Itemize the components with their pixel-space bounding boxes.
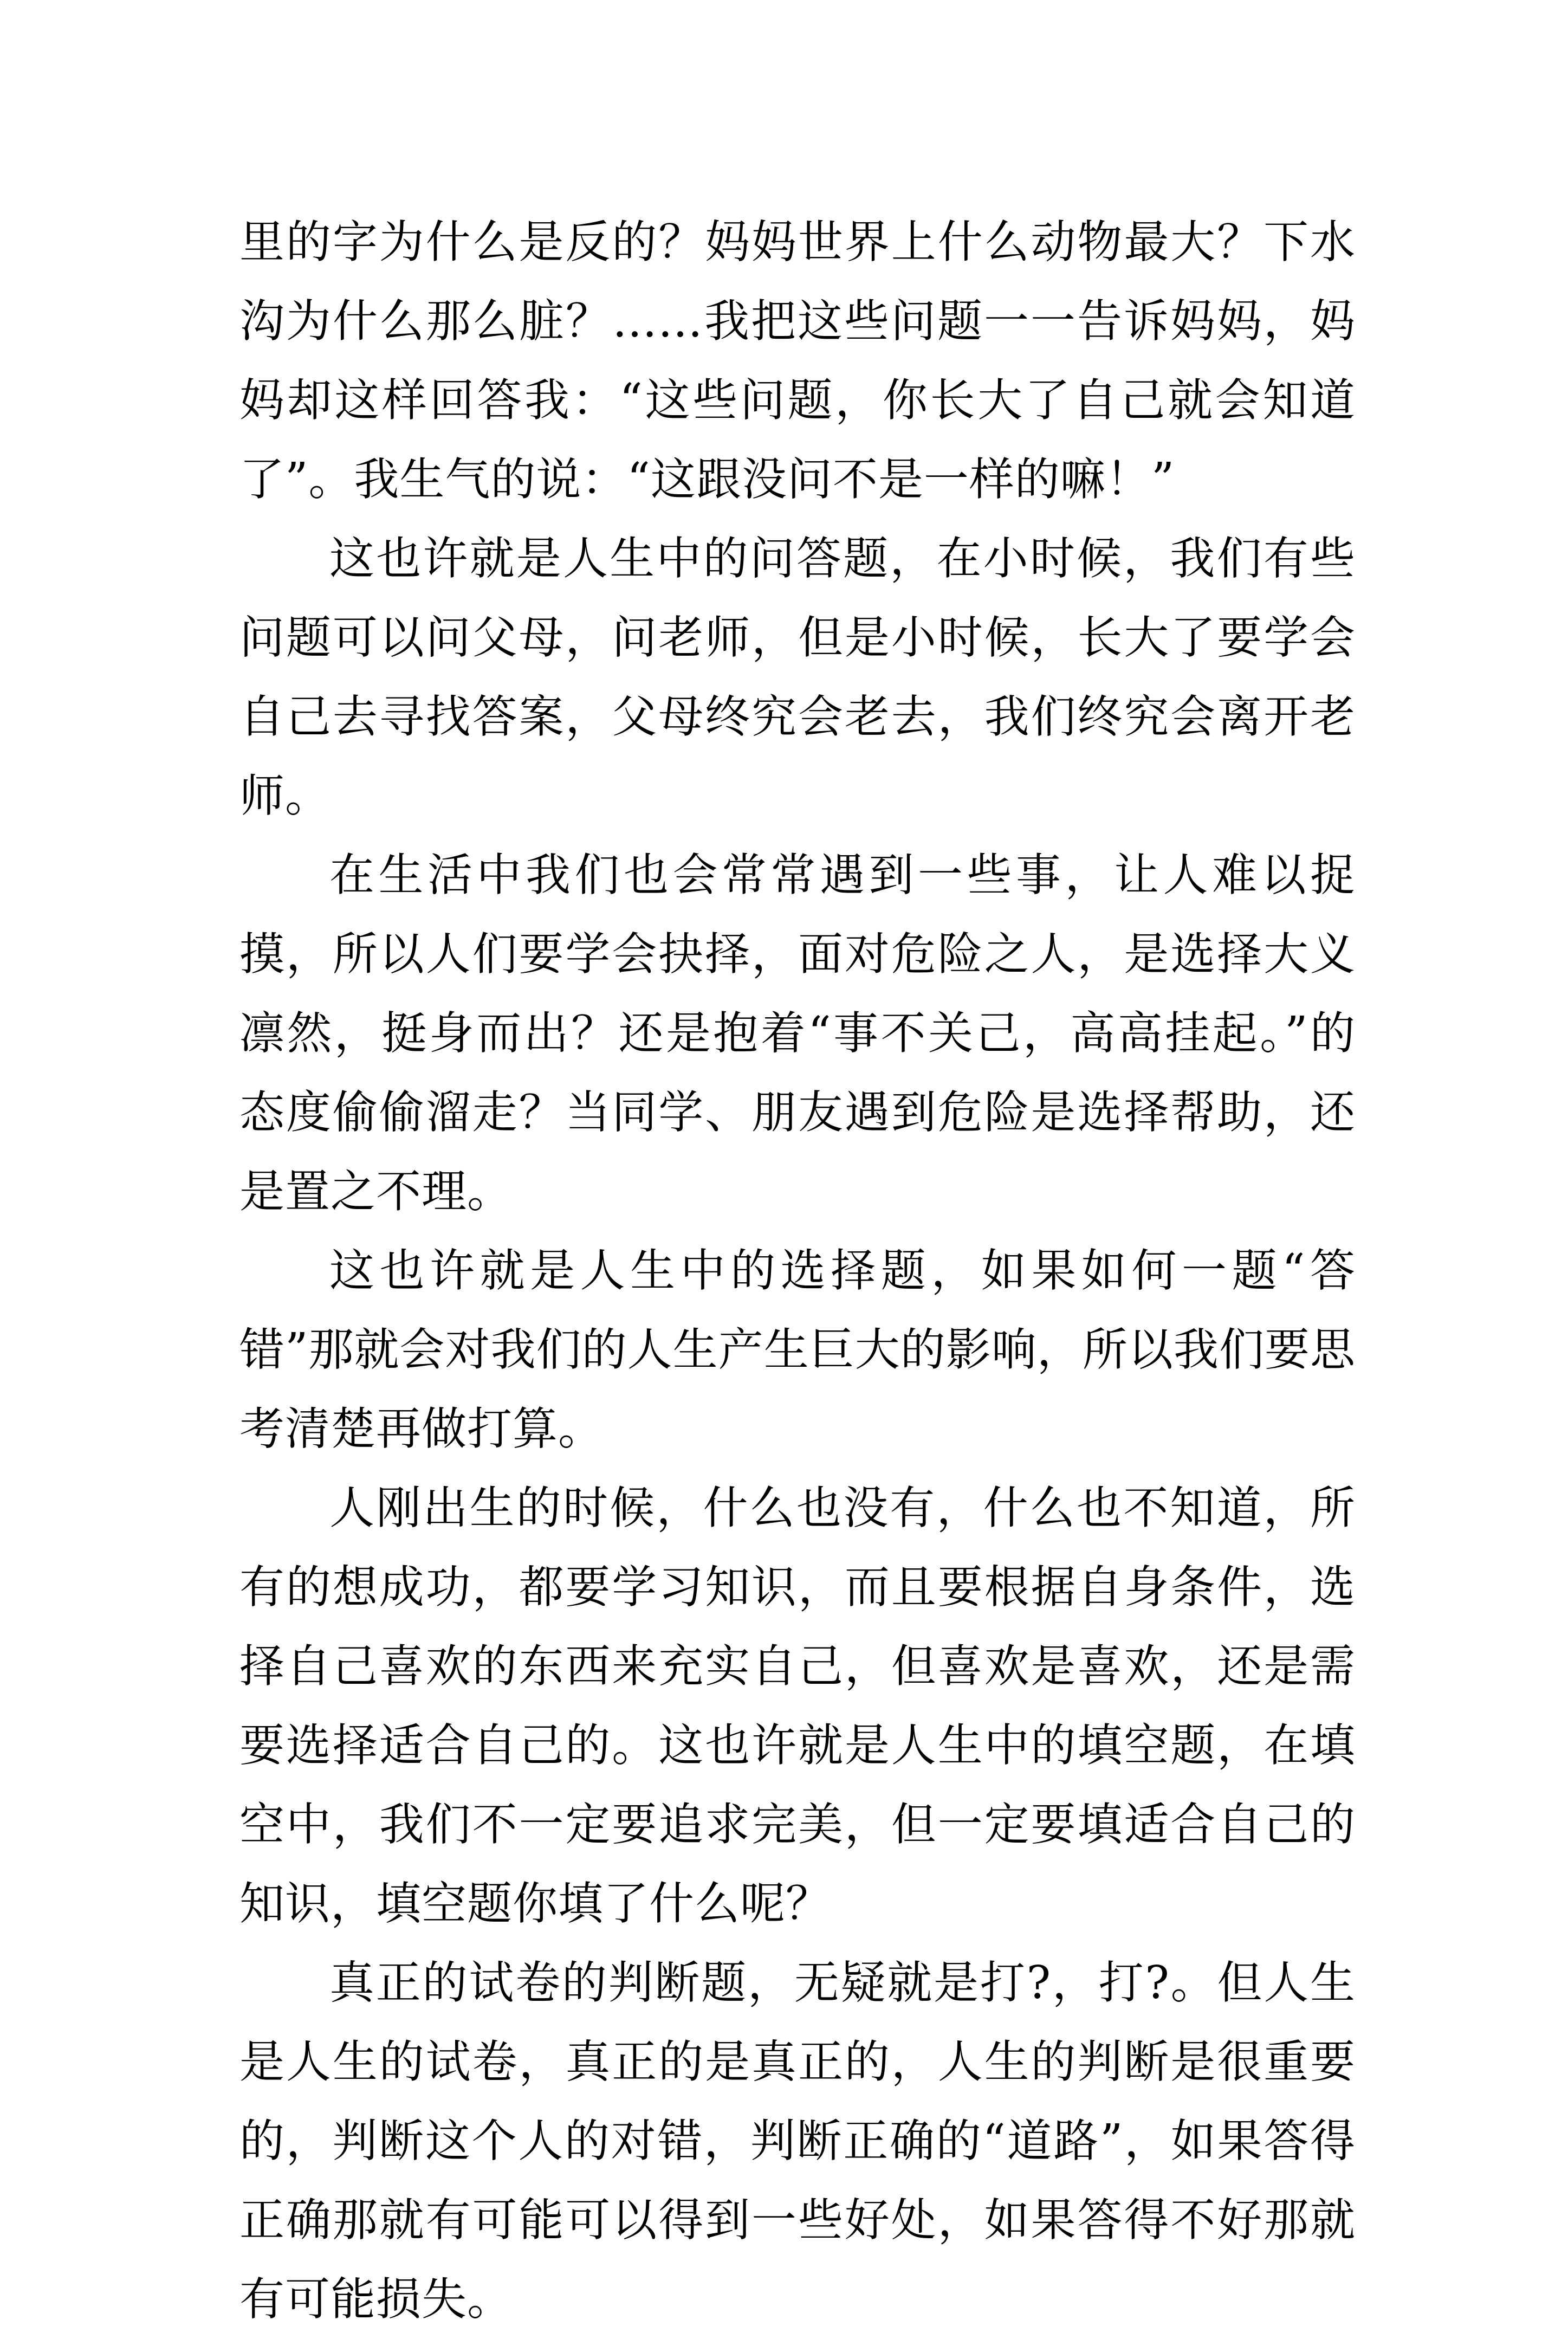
paragraph: 这也许就是人生中的选择题，如果如何一题“答错”那就会对我们的人生产生巨大的影响，所以我们要思考清楚再做打算。 bbox=[239, 1244, 1356, 1455]
paragraph: 在生活中我们也会常常遇到一些事，让人难以捉摸，所以人们要学会抉择，面对危险之人，是选择大义凛然，挺身而出？还是抱着“事不关己，高高挂起。”的态度偷偷溜走？当同学、朋友遇到危险是选择帮助，还是置之不理。 bbox=[239, 849, 1356, 1218]
body-text bbox=[239, 203, 1356, 2339]
paragraph-continued: 里的字为什么是反的？妈妈世界上什么动物最大？下水沟为什么那么脏？……我把这些问题一一告诉妈妈，妈妈却这样回答我：“这些问题，你长大了自己就会知道了”。我生气的说：“这跟没问不是一样的嘛！” bbox=[239, 216, 1356, 506]
paragraph: 人刚出生的时候，什么也没有，什么也不知道，所有的想成功，都要学习知识，而且要根据自身条件，选择自己喜欢的东西来充实自己，但喜欢是喜欢，还是需要选择适合自己的。这也许就是人生中的填空题，在填空中，我们不一定要追求完美，但一定要填适合自己的知识，填空题你填了什么呢？ bbox=[239, 1482, 1356, 1930]
paragraph: 真正的试卷的判断题，无疑就是打?，打?。但人生是人生的试卷，真正的是真正的，人生的判断是很重要的，判断这个人的对错，判断正确的“道路”，如果答得正确那就有可能可以得到一些好处，如果答得不好那就有可能损失。 bbox=[239, 1956, 1356, 2325]
paragraph: 这也许就是人生中的问答题，在小时候，我们有些问题可以问父母，问老师，但是小时候，长大了要学会自己去寻找答案，父母终究会老去，我们终究会离开老师。 bbox=[239, 532, 1356, 822]
